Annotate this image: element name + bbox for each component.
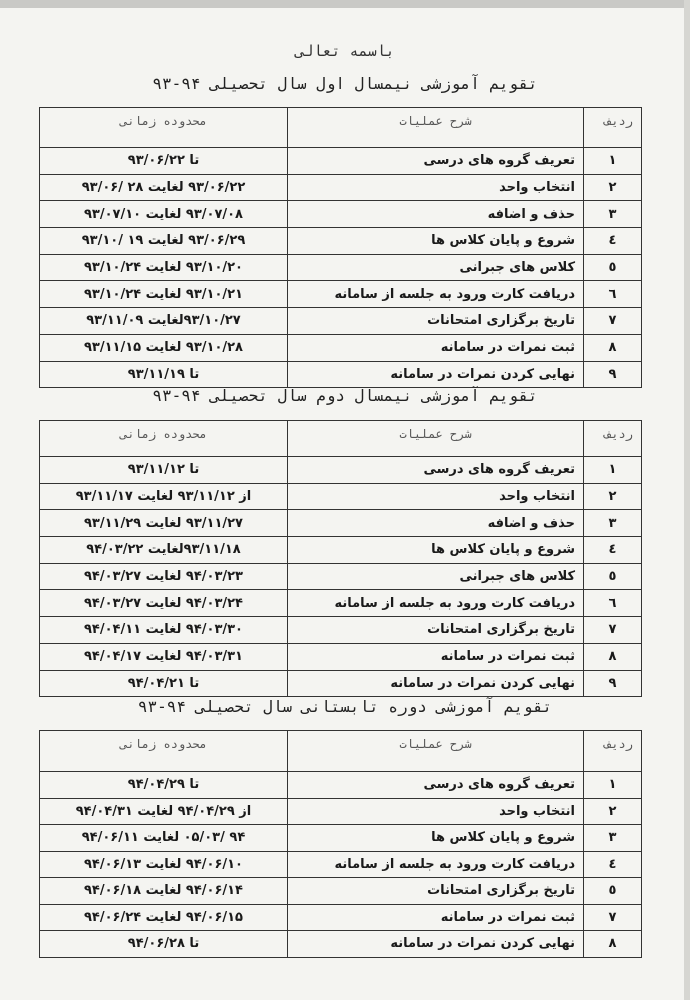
time-range: ۹۳/۱۱/۲۷ لغایت ۹۳/۱۱/۲۹ — [40, 510, 288, 537]
time-range: ۹۴ /۰۵/۰۳ لغایت ۹۴/۰۶/۱۱ — [40, 825, 288, 852]
row-index: ۲ — [584, 483, 642, 510]
row-index: ۳ — [584, 825, 642, 852]
operation-description: دریافت کارت ورود به جلسه از سامانه — [288, 281, 584, 308]
time-range: ۹۴/۰۳/۲۴ لغایت ۹۴/۰۳/۲۷ — [40, 590, 288, 617]
table-row — [40, 825, 642, 852]
time-range: ۹۳/۰۶/۲۹ لغایت ۱۹ /۹۳/۱۰ — [40, 228, 288, 255]
operation-description: ثبت نمرات در سامانه — [288, 904, 584, 931]
row-index: ۱ — [584, 457, 642, 484]
table-row — [40, 334, 642, 361]
time-range: از ۹۳/۱۱/۱۲ لغایت ۹۳/۱۱/۱۷ — [40, 483, 288, 510]
row-index: ۷ — [584, 308, 642, 335]
time-range: تا ۹۴/۰۴/۲۹ — [40, 772, 288, 799]
time-range: ۹۴/۰۳/۳۰ لغایت ۹۴/۰۴/۱۱ — [40, 617, 288, 644]
time-range: تا ۹۳/۱۱/۱۹ — [40, 361, 288, 388]
row-index: ۲ — [584, 174, 642, 201]
operation-description: دریافت کارت ورود به جلسه از سامانه — [288, 590, 584, 617]
operation-description: ثبت نمرات در سامانه — [288, 334, 584, 361]
table-row — [40, 281, 642, 308]
operation-description: نهایی کردن نمرات در سامانه — [288, 670, 584, 697]
section-title-summer-term: تقویم آموزشی دوره تابستانی سال تحصیلی ۹۴-۹۳ — [137, 697, 553, 716]
row-index: ۸ — [584, 334, 642, 361]
table-row — [40, 361, 642, 388]
table-row — [40, 878, 642, 905]
table-row — [40, 617, 642, 644]
row-index: ۹ — [584, 670, 642, 697]
time-range: از ۹۴/۰۴/۲۹ لغایت ۹۴/۰۴/۳۱ — [40, 798, 288, 825]
section-title-first-semester: تقویم آموزشی نیمسال اول سال تحصیلی ۹۴-۹۳ — [152, 74, 538, 93]
operation-description: شروع و پایان کلاس ها — [288, 825, 584, 852]
time-range: ۹۳/۱۰/۲۷لغایت ۹۳/۱۱/۰۹ — [40, 308, 288, 335]
operation-description: انتخاب واحد — [288, 798, 584, 825]
time-range: ۹۴/۰۶/۱۴ لغایت ۹۴/۰۶/۱۸ — [40, 878, 288, 905]
table-row — [40, 174, 642, 201]
row-index: ۸ — [584, 643, 642, 670]
column-header-index: ردیف — [584, 421, 642, 457]
operation-description: انتخاب واحد — [288, 483, 584, 510]
table-row — [40, 931, 642, 958]
operation-description: تعریف گروه های درسی — [288, 772, 584, 799]
table-row — [40, 772, 642, 799]
column-header-operation: شرح عملیات — [288, 731, 584, 772]
row-index: ٤ — [584, 851, 642, 878]
time-range: ۹۴/۰۳/۳۱ لغایت ۹۴/۰۴/۱۷ — [40, 643, 288, 670]
row-index: ۳ — [584, 510, 642, 537]
time-range: ۹۳/۰۷/۰۸ لغایت ۹۳/۰۷/۱۰ — [40, 201, 288, 228]
row-index: ٤ — [584, 228, 642, 255]
operation-description: تاریخ برگزاری امتحانات — [288, 617, 584, 644]
section-title-second-semester: تقویم آموزشی نیمسال دوم سال تحصیلی ۹۴-۹۳ — [152, 386, 538, 405]
operation-description: شروع و پایان کلاس ها — [288, 228, 584, 255]
row-index: ۹ — [584, 361, 642, 388]
operation-description: تاریخ برگزاری امتحانات — [288, 308, 584, 335]
table-row — [40, 851, 642, 878]
time-range: ۹۴/۰۳/۲۳ لغایت ۹۴/۰۳/۲۷ — [40, 563, 288, 590]
table-row — [40, 643, 642, 670]
table-row — [40, 254, 642, 281]
row-index: ٥ — [584, 563, 642, 590]
row-index: ٤ — [584, 537, 642, 564]
operation-description: کلاس های جبرانی — [288, 563, 584, 590]
first-semester-table — [39, 107, 642, 388]
table-row — [40, 510, 642, 537]
operation-description: تعریف گروه های درسی — [288, 457, 584, 484]
summer-term-table — [39, 730, 642, 958]
column-header-time: محدوده زمانی — [40, 108, 288, 148]
time-range: تا ۹۳/۱۱/۱۲ — [40, 457, 288, 484]
row-index: ۳ — [584, 201, 642, 228]
time-range: ۹۳/۱۰/۲۸ لغایت ۹۳/۱۱/۱۵ — [40, 334, 288, 361]
page-heading: باسمه تعالی — [295, 42, 395, 60]
time-range: ۹۴/۰۶/۱۰ لغایت ۹۴/۰۶/۱۳ — [40, 851, 288, 878]
time-range: ۹۳/۰۶/۲۲ لغایت ۲۸ /۹۳/۰۶ — [40, 174, 288, 201]
time-range: ۹۳/۱۰/۲۰ لغایت ۹۳/۱۰/۲۴ — [40, 254, 288, 281]
table-row — [40, 148, 642, 175]
row-index: ٥ — [584, 254, 642, 281]
table-row — [40, 308, 642, 335]
table-row — [40, 590, 642, 617]
column-header-operation: شرح عملیات — [288, 108, 584, 148]
operation-description: انتخاب واحد — [288, 174, 584, 201]
operation-description: حذف و اضافه — [288, 510, 584, 537]
operation-description: کلاس های جبرانی — [288, 254, 584, 281]
operation-description: دریافت کارت ورود به جلسه از سامانه — [288, 851, 584, 878]
table-row — [40, 457, 642, 484]
time-range: تا ۹۴/۰۴/۲۱ — [40, 670, 288, 697]
row-index: ٦ — [584, 281, 642, 308]
table-row — [40, 904, 642, 931]
row-index: ۱ — [584, 772, 642, 799]
operation-description: شروع و پایان کلاس ها — [288, 537, 584, 564]
row-index: ٦ — [584, 590, 642, 617]
operation-description: نهایی کردن نمرات در سامانه — [288, 361, 584, 388]
table-row — [40, 201, 642, 228]
table-row — [40, 228, 642, 255]
operation-description: حذف و اضافه — [288, 201, 584, 228]
time-range: تا ۹۴/۰۶/۲۸ — [40, 931, 288, 958]
column-header-index: ردیف — [584, 108, 642, 148]
row-index: ۷ — [584, 617, 642, 644]
table-row — [40, 537, 642, 564]
table-row — [40, 670, 642, 697]
operation-description: تعریف گروه های درسی — [288, 148, 584, 175]
column-header-operation: شرح عملیات — [288, 421, 584, 457]
column-header-index: ردیف — [584, 731, 642, 772]
time-range: ۹۳/۱۰/۲۱ لغایت ۹۳/۱۰/۲۴ — [40, 281, 288, 308]
time-range: ۹۴/۰۶/۱۵ لغایت ۹۴/۰۶/۲۴ — [40, 904, 288, 931]
table-row — [40, 798, 642, 825]
operation-description: ثبت نمرات در سامانه — [288, 643, 584, 670]
column-header-time: محدوده زمانی — [40, 421, 288, 457]
table-row — [40, 483, 642, 510]
row-index: ٥ — [584, 878, 642, 905]
row-index: ۸ — [584, 931, 642, 958]
column-header-time: محدوده زمانی — [40, 731, 288, 772]
row-index: ۱ — [584, 148, 642, 175]
operation-description: نهایی کردن نمرات در سامانه — [288, 931, 584, 958]
row-index: ۲ — [584, 798, 642, 825]
operation-description: تاریخ برگزاری امتحانات — [288, 878, 584, 905]
second-semester-table — [39, 420, 642, 697]
time-range: تا ۹۳/۰۶/۲۲ — [40, 148, 288, 175]
table-row — [40, 563, 642, 590]
row-index: ۷ — [584, 904, 642, 931]
time-range: ۹۳/۱۱/۱۸لغایت ۹۴/۰۳/۲۲ — [40, 537, 288, 564]
